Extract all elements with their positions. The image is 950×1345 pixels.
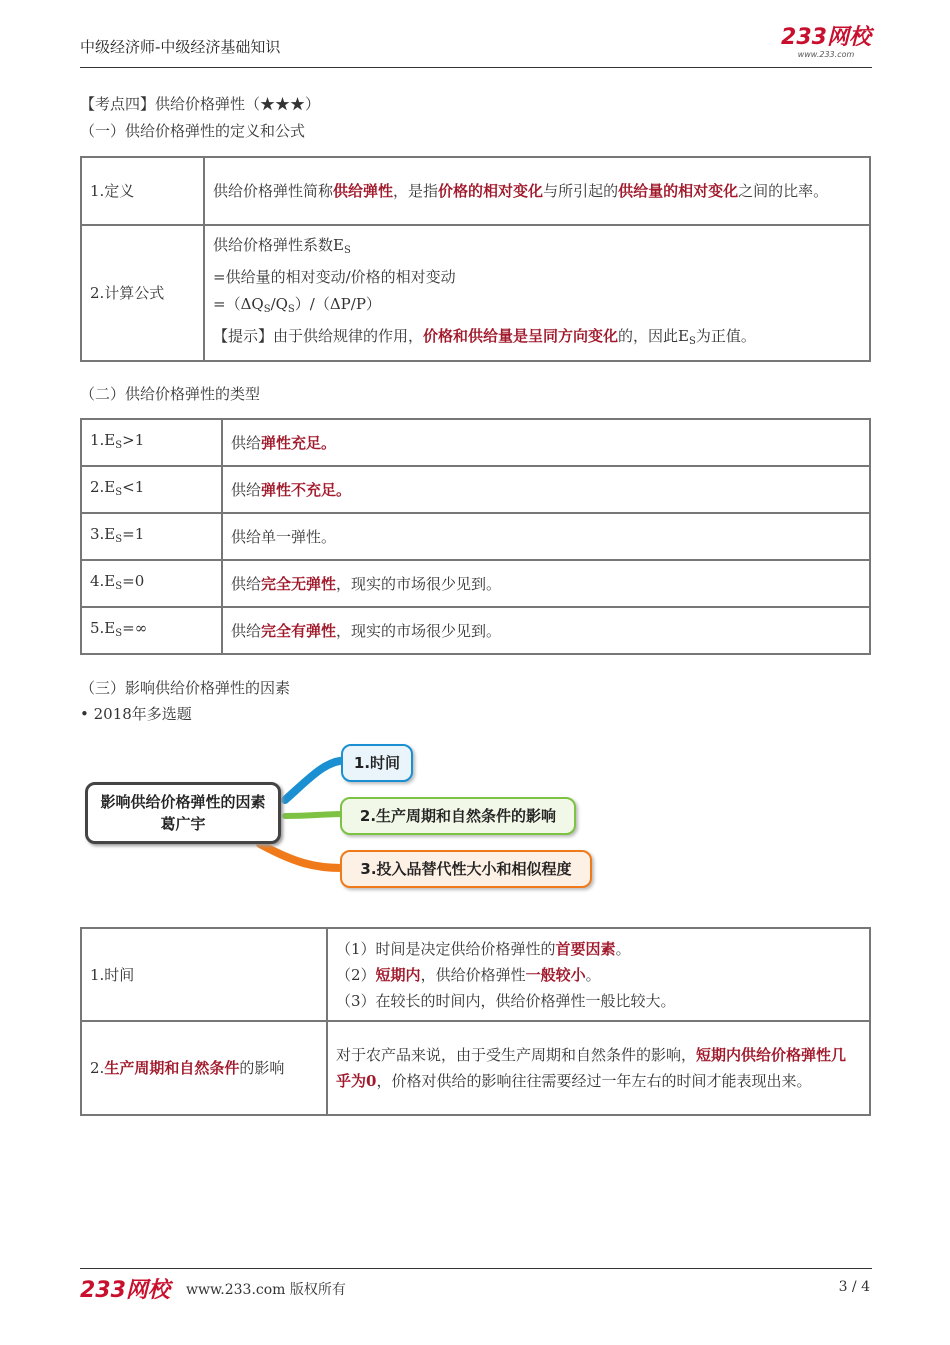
text: 与所引起的: [543, 182, 619, 200]
text: 供给单一弹性。: [231, 527, 337, 546]
mindmap-branch-substitution: 3.投入品替代性大小和相似程度: [340, 850, 592, 888]
row-label: 2.计算公式: [81, 225, 204, 361]
text: ）/（ΔP/P）: [294, 294, 381, 313]
highlight: 价格和供给量是呈同方向变化: [423, 326, 619, 345]
center-line1: 影响供给价格弹性的因素: [100, 793, 266, 811]
table-row: [81, 1021, 870, 1115]
bullet-text: 2018年多选题: [93, 705, 192, 723]
table-row: [81, 419, 870, 466]
text: 3.E: [90, 524, 116, 543]
subscript: S: [115, 627, 123, 639]
text: 4.E: [90, 571, 116, 590]
text: 供给: [231, 480, 262, 499]
text: 供给: [231, 433, 262, 452]
formula-cell: [204, 225, 870, 361]
header-logo: [776, 26, 876, 59]
mindmap-branch-production: 2.生产周期和自然条件的影响: [340, 797, 576, 835]
row-label: [81, 419, 222, 466]
part1-heading: （一）供给价格弹性的定义和公式: [80, 122, 306, 140]
highlight: 短期内: [375, 965, 421, 984]
header-divider: [80, 67, 872, 68]
row-value: [327, 1021, 870, 1115]
table-row: [81, 928, 870, 1021]
subscript: S: [115, 486, 123, 498]
text: ，供给价格弹性: [420, 965, 526, 984]
connector-branch3: [260, 844, 342, 868]
subscript: S: [688, 335, 696, 347]
highlight: 首要因素: [555, 939, 616, 958]
header-title: 中级经济师-中级经济基础知识: [80, 38, 281, 56]
row-value: [327, 928, 870, 1021]
part3-heading: （三）影响供给价格弹性的因素: [80, 679, 291, 697]
row-label: 1.时间: [81, 928, 327, 1021]
text: 供给价格弹性系数E: [213, 235, 344, 254]
factors-table: [80, 927, 871, 1116]
text: ，是指: [393, 182, 439, 200]
text: <1: [122, 477, 145, 496]
subscript: S: [115, 533, 123, 545]
table-row: [81, 513, 870, 560]
text: ，现实的市场很少见到。: [336, 574, 502, 593]
mindmap-branch-time: 1.时间: [341, 744, 413, 782]
table-row: [81, 466, 870, 513]
definition-cell: [204, 157, 870, 225]
formula-line: [213, 291, 861, 323]
bullet-item: [80, 703, 192, 724]
row-label: [81, 607, 222, 654]
text: ，价格对供给的影响往往需要经过一年左右的时间才能表现出来。: [376, 1072, 812, 1090]
text: 的，因此E: [618, 326, 689, 345]
line: [336, 936, 861, 962]
highlight: 生产周期和自然条件: [104, 1059, 240, 1077]
formula-line: [213, 232, 861, 264]
tip-line: [213, 323, 861, 355]
subscript: S: [115, 439, 123, 451]
text: 【提示】由于供给规律的作用，: [213, 326, 424, 345]
row-label: [81, 513, 222, 560]
header-logo-text: 233网校: [781, 25, 871, 50]
text: =0: [122, 571, 145, 590]
text: 为正值。: [695, 326, 756, 345]
part2-heading: （二）供给价格弹性的类型: [80, 385, 261, 403]
header-logo-url: www.233.com: [797, 50, 855, 59]
bullet-icon: •: [80, 705, 94, 723]
text: 。: [615, 939, 631, 958]
row-label: [81, 466, 222, 513]
line: （3）在较长的时间内，供给价格弹性一般比较大。: [336, 991, 676, 1010]
text: 2.E: [90, 477, 116, 496]
table-row: [81, 607, 870, 654]
text: >1: [122, 430, 145, 449]
section-title: 【考点四】供给价格弹性（★★★）: [80, 95, 321, 113]
highlight: 弹性充足。: [261, 433, 337, 452]
text: （2）: [336, 965, 376, 984]
text: 5.E: [90, 618, 116, 637]
definition-table: [80, 156, 871, 362]
formula-line: =供给量的相对变动/价格的相对变动: [213, 267, 456, 286]
footer-logo: 233网校: [80, 1278, 170, 1303]
text: =∞: [122, 618, 148, 637]
center-line2: 葛广宇: [160, 815, 206, 833]
footer-divider: [80, 1268, 872, 1269]
row-value: [222, 560, 870, 607]
highlight: 一般较小: [525, 965, 586, 984]
connector-branch2: [285, 814, 344, 816]
connector-branch1: [285, 760, 348, 800]
text: ，现实的市场很少见到。: [336, 621, 502, 640]
text: （1）时间是决定供给价格弹性的: [336, 939, 556, 958]
types-table: [80, 418, 871, 655]
highlight: 价格的相对变化: [438, 182, 544, 200]
subscript: S: [263, 303, 271, 315]
row-value: [222, 607, 870, 654]
table-row: [81, 560, 870, 607]
page-number: 3 / 4: [838, 1279, 870, 1295]
highlight: 完全有弹性: [261, 621, 337, 640]
subscript: S: [115, 580, 123, 592]
row-value: [222, 513, 870, 560]
text: =1: [122, 524, 145, 543]
text: 供给价格弹性简称: [213, 182, 334, 200]
table-row: [81, 225, 870, 361]
footer-text: www.233.com 版权所有: [186, 1282, 346, 1298]
text: 供给: [231, 621, 262, 640]
table-row: [81, 157, 870, 225]
text: 之间的比率。: [738, 182, 829, 200]
text: 2.: [90, 1059, 105, 1077]
text: 1.E: [90, 430, 116, 449]
row-label: [81, 560, 222, 607]
highlight: 完全无弹性: [261, 574, 337, 593]
text: 。: [585, 965, 601, 984]
text: 对于农产品来说，由于受生产周期和自然条件的影响，: [336, 1046, 697, 1064]
line: [336, 962, 861, 988]
text: =（ΔQ: [213, 294, 264, 313]
text: 的影响: [239, 1059, 285, 1077]
highlight: 短期内供给价格弹性几乎为0: [336, 1046, 847, 1090]
subscript: S: [343, 244, 351, 256]
subscript: S: [287, 303, 295, 315]
highlight: 供给弹性: [333, 182, 394, 200]
row-value: [222, 466, 870, 513]
row-value: [222, 419, 870, 466]
row-label: [81, 1021, 327, 1115]
text: 供给: [231, 574, 262, 593]
highlight: 弹性不充足。: [261, 480, 352, 499]
row-label: 1.定义: [81, 157, 204, 225]
mindmap-center-node: [85, 782, 281, 844]
highlight: 供给量的相对变化: [618, 182, 739, 200]
text: /Q: [270, 294, 288, 313]
